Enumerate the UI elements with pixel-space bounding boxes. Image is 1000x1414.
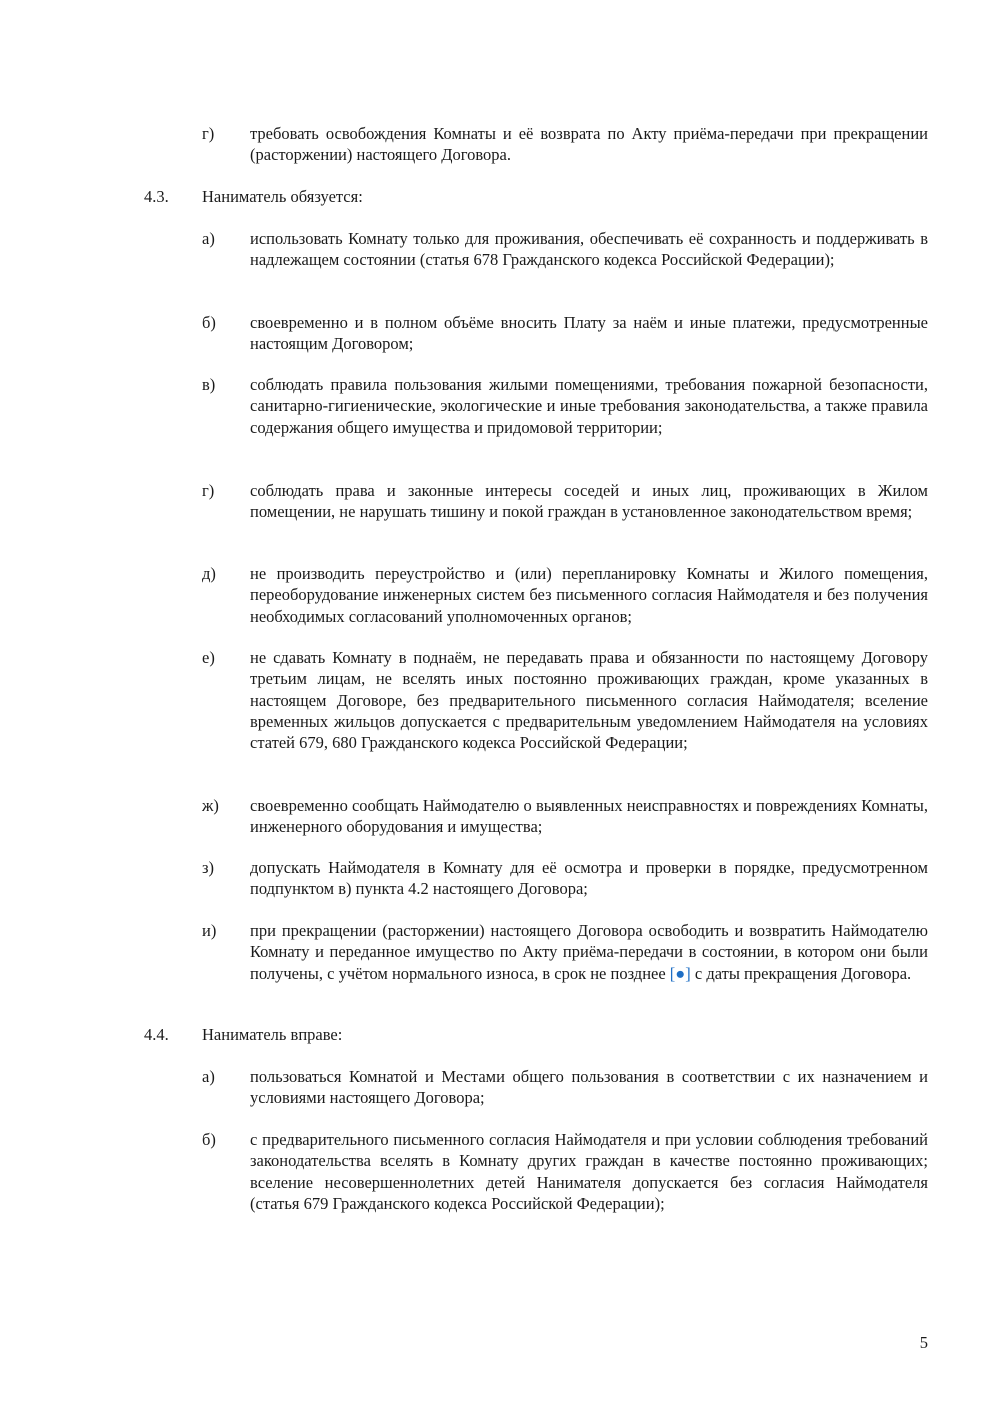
section-heading bbox=[144, 186, 928, 207]
list-item bbox=[202, 563, 928, 627]
list-item-text-part: с даты прекращения Договора. bbox=[690, 963, 912, 983]
list-item bbox=[202, 123, 928, 166]
list-item bbox=[202, 795, 928, 838]
list-marker: б) bbox=[202, 1130, 216, 1149]
list-marker: в) bbox=[202, 375, 216, 394]
list-item bbox=[202, 920, 928, 984]
list-item-text: с предварительного письменного согласия Наймодателя и при условии соблюдения требований законодательства вселять в Комнату других граждан в качестве постоянно проживающих; вселение несовершеннолетних детей Нанимателя допускается без согласия Наймодателя (статья 679 Гражданского кодекса Российской Федерации); bbox=[250, 1130, 928, 1213]
list-item-text-part: при прекращении (расторжении) настоящего Договора освободить и возвратить Наймодателю Комнату и переданное имущество по Акту приёма-передачи в состоянии, в котором они были получены, с учётом нормального износа, в срок не позднее bbox=[250, 921, 928, 983]
list-item-text: не сдавать Комнату в поднаём, не передавать права и обязанности по настоящему Договору третьим лицам, не вселять иных постоянно проживающих граждан, кроме указанных в настоящем Договоре, без предварительного письменного согласия Наймодателя; вселение временных жильцов допускается с предварительным уведомлением Наймодателя на условиях статей 679, 680 Гражданского кодекса Российской Федерации; bbox=[250, 648, 928, 753]
list-item bbox=[202, 480, 928, 523]
list-item-text: соблюдать права и законные интересы соседей и иных лиц, проживающих в Жилом помещении, не нарушать тишину и покой граждан в установленное законодательством время; bbox=[250, 481, 928, 522]
list-item-text: своевременно сообщать Наймодателю о выявленных неисправностях и повреждениях Комнаты, инженерного оборудования и имущества; bbox=[250, 796, 928, 837]
list-marker: г) bbox=[202, 124, 215, 143]
list-marker: д) bbox=[202, 564, 216, 583]
list-item-text: пользоваться Комнатой и Местами общего пользования в соответствии с их назначением и условиями настоящего Договора; bbox=[250, 1067, 928, 1108]
section-number: 4.4. bbox=[144, 1025, 169, 1044]
list-item bbox=[202, 857, 928, 900]
list-item-text: не производить переустройство и (или) перепланировку Комнаты и Жилого помещения, переоборудование инженерных систем без письменного согласия Наймодателя и без получения необходимых согласований уполномоченных органов; bbox=[250, 564, 928, 626]
list-item-text: своевременно и в полном объёме вносить Плату за наём и иные платежи, предусмотренные настоящим Договором; bbox=[250, 313, 928, 354]
list-marker: з) bbox=[202, 858, 215, 877]
list-marker: е) bbox=[202, 648, 215, 667]
list-marker: ж) bbox=[202, 796, 219, 815]
list-marker: а) bbox=[202, 1067, 215, 1086]
list-item-text: использовать Комнату только для проживания, обеспечивать её сохранность и поддерживать в надлежащем состоянии (статья 678 Гражданского кодекса Российской Федерации); bbox=[250, 229, 928, 270]
section-heading bbox=[144, 1024, 928, 1045]
list-marker: а) bbox=[202, 229, 215, 248]
section-title: Наниматель обязуется: bbox=[202, 187, 363, 206]
list-item-text: соблюдать правила пользования жилыми помещениями, требования пожарной безопасности, санитарно-гигиенические, экологические и иные требования законодательства, а также правила содержания общего имущества и придомовой территории; bbox=[250, 375, 928, 437]
list-marker: г) bbox=[202, 481, 215, 500]
list-item bbox=[202, 312, 928, 355]
list-item-text: допускать Наймодателя в Комнату для её осмотра и проверки в порядке, предусмотренном подпунктом в) пункта 4.2 настоящего Договора; bbox=[250, 858, 928, 899]
section-number: 4.3. bbox=[144, 187, 169, 206]
list-marker: и) bbox=[202, 921, 217, 940]
list-item bbox=[202, 647, 928, 753]
placeholder-field: [●] bbox=[669, 963, 691, 983]
list-item-text bbox=[250, 920, 928, 984]
section-title: Наниматель вправе: bbox=[202, 1025, 343, 1044]
list-item bbox=[202, 374, 928, 438]
list-item-text: требовать освобождения Комнаты и её возврата по Акту приёма-передачи при прекращении (расторжении) настоящего Договора. bbox=[250, 124, 928, 165]
list-item bbox=[202, 1066, 928, 1109]
list-item bbox=[202, 228, 928, 271]
page-number: 5 bbox=[919, 1333, 928, 1352]
list-item bbox=[202, 1129, 928, 1214]
list-marker: б) bbox=[202, 313, 216, 332]
